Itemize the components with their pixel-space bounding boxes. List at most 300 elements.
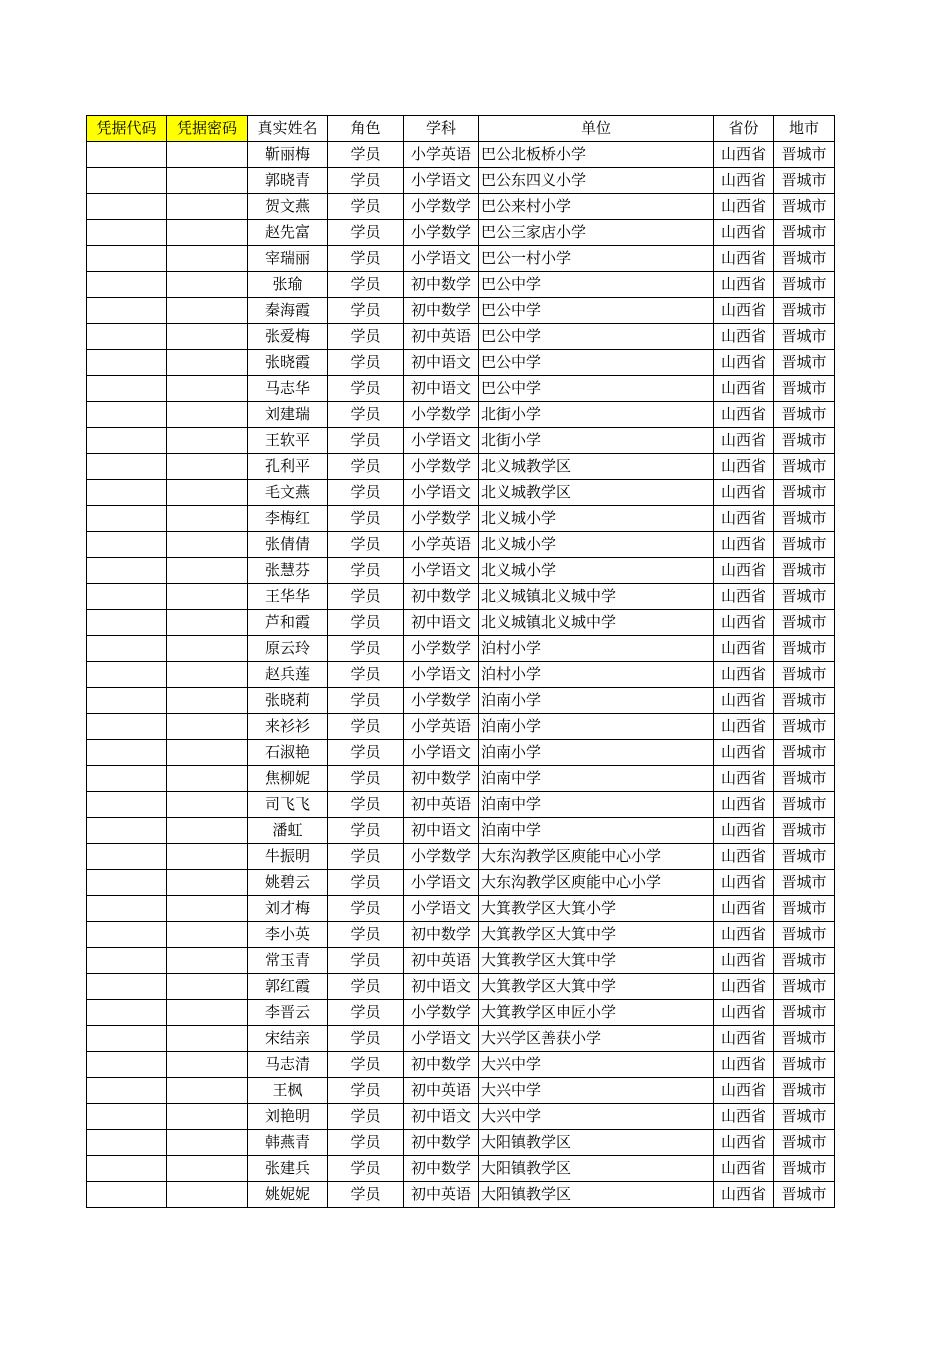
credential-code-cell[interactable]	[87, 922, 167, 948]
real-name-cell[interactable]: 张建兵	[248, 1156, 328, 1182]
role-cell[interactable]: 学员	[328, 1078, 404, 1104]
unit-cell[interactable]: 大箕教学区大箕中学	[479, 922, 714, 948]
unit-cell[interactable]: 北义城镇北义城中学	[479, 610, 714, 636]
city-cell[interactable]: 晋城市	[774, 636, 835, 662]
subject-cell[interactable]: 小学语文	[404, 896, 479, 922]
real-name-cell[interactable]: 牛振明	[248, 844, 328, 870]
province-cell[interactable]: 山西省	[714, 766, 774, 792]
subject-cell[interactable]: 初中数学	[404, 766, 479, 792]
city-cell[interactable]: 晋城市	[774, 194, 835, 220]
province-cell[interactable]: 山西省	[714, 506, 774, 532]
real-name-cell[interactable]: 石淑艳	[248, 740, 328, 766]
unit-cell[interactable]: 大兴中学	[479, 1104, 714, 1130]
credential-code-cell[interactable]	[87, 584, 167, 610]
header-role[interactable]: 角色	[328, 116, 404, 142]
credential-code-cell[interactable]	[87, 818, 167, 844]
credential-code-cell[interactable]	[87, 324, 167, 350]
province-cell[interactable]: 山西省	[714, 324, 774, 350]
credential-password-cell[interactable]	[167, 636, 248, 662]
real-name-cell[interactable]: 司飞飞	[248, 792, 328, 818]
credential-code-cell[interactable]	[87, 870, 167, 896]
subject-cell[interactable]: 初中语文	[404, 818, 479, 844]
city-cell[interactable]: 晋城市	[774, 506, 835, 532]
credential-code-cell[interactable]	[87, 1026, 167, 1052]
real-name-cell[interactable]: 刘才梅	[248, 896, 328, 922]
credential-password-cell[interactable]	[167, 818, 248, 844]
credential-code-cell[interactable]	[87, 1104, 167, 1130]
role-cell[interactable]: 学员	[328, 142, 404, 168]
unit-cell[interactable]: 巴公中学	[479, 376, 714, 402]
credential-password-cell[interactable]	[167, 1130, 248, 1156]
subject-cell[interactable]: 初中数学	[404, 584, 479, 610]
credential-code-cell[interactable]	[87, 376, 167, 402]
credential-code-cell[interactable]	[87, 246, 167, 272]
role-cell[interactable]: 学员	[328, 610, 404, 636]
credential-code-cell[interactable]	[87, 792, 167, 818]
role-cell[interactable]: 学员	[328, 688, 404, 714]
subject-cell[interactable]: 初中英语	[404, 1182, 479, 1208]
province-cell[interactable]: 山西省	[714, 948, 774, 974]
subject-cell[interactable]: 初中数学	[404, 922, 479, 948]
real-name-cell[interactable]: 孔利平	[248, 454, 328, 480]
province-cell[interactable]: 山西省	[714, 818, 774, 844]
province-cell[interactable]: 山西省	[714, 1000, 774, 1026]
province-cell[interactable]: 山西省	[714, 974, 774, 1000]
credential-password-cell[interactable]	[167, 532, 248, 558]
credential-password-cell[interactable]	[167, 948, 248, 974]
city-cell[interactable]: 晋城市	[774, 558, 835, 584]
unit-cell[interactable]: 北义城教学区	[479, 454, 714, 480]
credential-password-cell[interactable]	[167, 714, 248, 740]
real-name-cell[interactable]: 张爱梅	[248, 324, 328, 350]
role-cell[interactable]: 学员	[328, 480, 404, 506]
city-cell[interactable]: 晋城市	[774, 298, 835, 324]
city-cell[interactable]: 晋城市	[774, 948, 835, 974]
unit-cell[interactable]: 北义城小学	[479, 532, 714, 558]
role-cell[interactable]: 学员	[328, 506, 404, 532]
role-cell[interactable]: 学员	[328, 220, 404, 246]
role-cell[interactable]: 学员	[328, 948, 404, 974]
credential-password-cell[interactable]	[167, 428, 248, 454]
unit-cell[interactable]: 泊南中学	[479, 766, 714, 792]
credential-password-cell[interactable]	[167, 454, 248, 480]
unit-cell[interactable]: 大箕教学区大箕小学	[479, 896, 714, 922]
credential-code-cell[interactable]	[87, 532, 167, 558]
unit-cell[interactable]: 巴公东四义小学	[479, 168, 714, 194]
credential-code-cell[interactable]	[87, 1052, 167, 1078]
role-cell[interactable]: 学员	[328, 194, 404, 220]
city-cell[interactable]: 晋城市	[774, 844, 835, 870]
subject-cell[interactable]: 初中语文	[404, 974, 479, 1000]
header-province[interactable]: 省份	[714, 116, 774, 142]
city-cell[interactable]: 晋城市	[774, 1026, 835, 1052]
city-cell[interactable]: 晋城市	[774, 870, 835, 896]
credential-password-cell[interactable]	[167, 402, 248, 428]
province-cell[interactable]: 山西省	[714, 1182, 774, 1208]
real-name-cell[interactable]: 张晓莉	[248, 688, 328, 714]
city-cell[interactable]: 晋城市	[774, 584, 835, 610]
subject-cell[interactable]: 小学数学	[404, 636, 479, 662]
role-cell[interactable]: 学员	[328, 1104, 404, 1130]
province-cell[interactable]: 山西省	[714, 636, 774, 662]
subject-cell[interactable]: 小学数学	[404, 220, 479, 246]
unit-cell[interactable]: 泊南小学	[479, 714, 714, 740]
unit-cell[interactable]: 大阳镇教学区	[479, 1130, 714, 1156]
credential-password-cell[interactable]	[167, 142, 248, 168]
real-name-cell[interactable]: 王软平	[248, 428, 328, 454]
real-name-cell[interactable]: 李梅红	[248, 506, 328, 532]
credential-password-cell[interactable]	[167, 194, 248, 220]
subject-cell[interactable]: 初中英语	[404, 324, 479, 350]
city-cell[interactable]: 晋城市	[774, 220, 835, 246]
role-cell[interactable]: 学员	[328, 740, 404, 766]
real-name-cell[interactable]: 张瑜	[248, 272, 328, 298]
subject-cell[interactable]: 小学语文	[404, 480, 479, 506]
header-city[interactable]: 地市	[774, 116, 835, 142]
province-cell[interactable]: 山西省	[714, 298, 774, 324]
credential-code-cell[interactable]	[87, 1156, 167, 1182]
subject-cell[interactable]: 小学语文	[404, 1026, 479, 1052]
credential-code-cell[interactable]	[87, 558, 167, 584]
credential-code-cell[interactable]	[87, 142, 167, 168]
role-cell[interactable]: 学员	[328, 662, 404, 688]
city-cell[interactable]: 晋城市	[774, 662, 835, 688]
province-cell[interactable]: 山西省	[714, 792, 774, 818]
credential-password-cell[interactable]	[167, 740, 248, 766]
credential-code-cell[interactable]	[87, 272, 167, 298]
city-cell[interactable]: 晋城市	[774, 896, 835, 922]
province-cell[interactable]: 山西省	[714, 168, 774, 194]
role-cell[interactable]: 学员	[328, 376, 404, 402]
city-cell[interactable]: 晋城市	[774, 142, 835, 168]
role-cell[interactable]: 学员	[328, 1182, 404, 1208]
unit-cell[interactable]: 大箕教学区申匠小学	[479, 1000, 714, 1026]
unit-cell[interactable]: 泊南中学	[479, 792, 714, 818]
province-cell[interactable]: 山西省	[714, 558, 774, 584]
credential-code-cell[interactable]	[87, 610, 167, 636]
province-cell[interactable]: 山西省	[714, 480, 774, 506]
real-name-cell[interactable]: 赵兵莲	[248, 662, 328, 688]
credential-password-cell[interactable]	[167, 1000, 248, 1026]
real-name-cell[interactable]: 赵先富	[248, 220, 328, 246]
unit-cell[interactable]: 泊南小学	[479, 688, 714, 714]
unit-cell[interactable]: 巴公来村小学	[479, 194, 714, 220]
credential-password-cell[interactable]	[167, 792, 248, 818]
subject-cell[interactable]: 小学语文	[404, 558, 479, 584]
credential-password-cell[interactable]	[167, 1052, 248, 1078]
province-cell[interactable]: 山西省	[714, 376, 774, 402]
unit-cell[interactable]: 北街小学	[479, 402, 714, 428]
city-cell[interactable]: 晋城市	[774, 974, 835, 1000]
province-cell[interactable]: 山西省	[714, 142, 774, 168]
credential-password-cell[interactable]	[167, 558, 248, 584]
subject-cell[interactable]: 小学数学	[404, 194, 479, 220]
real-name-cell[interactable]: 姚碧云	[248, 870, 328, 896]
real-name-cell[interactable]: 郭晓青	[248, 168, 328, 194]
unit-cell[interactable]: 巴公一村小学	[479, 246, 714, 272]
role-cell[interactable]: 学员	[328, 168, 404, 194]
subject-cell[interactable]: 小学数学	[404, 844, 479, 870]
unit-cell[interactable]: 巴公中学	[479, 298, 714, 324]
header-real-name[interactable]: 真实姓名	[248, 116, 328, 142]
real-name-cell[interactable]: 马志清	[248, 1052, 328, 1078]
role-cell[interactable]: 学员	[328, 584, 404, 610]
subject-cell[interactable]: 初中数学	[404, 1130, 479, 1156]
credential-code-cell[interactable]	[87, 428, 167, 454]
subject-cell[interactable]: 初中语文	[404, 350, 479, 376]
credential-code-cell[interactable]	[87, 480, 167, 506]
city-cell[interactable]: 晋城市	[774, 1078, 835, 1104]
unit-cell[interactable]: 北义城小学	[479, 558, 714, 584]
city-cell[interactable]: 晋城市	[774, 454, 835, 480]
city-cell[interactable]: 晋城市	[774, 1052, 835, 1078]
header-unit[interactable]: 单位	[479, 116, 714, 142]
real-name-cell[interactable]: 原云玲	[248, 636, 328, 662]
city-cell[interactable]: 晋城市	[774, 1130, 835, 1156]
credential-password-cell[interactable]	[167, 766, 248, 792]
city-cell[interactable]: 晋城市	[774, 1156, 835, 1182]
city-cell[interactable]: 晋城市	[774, 688, 835, 714]
credential-password-cell[interactable]	[167, 610, 248, 636]
province-cell[interactable]: 山西省	[714, 1078, 774, 1104]
real-name-cell[interactable]: 靳丽梅	[248, 142, 328, 168]
credential-code-cell[interactable]	[87, 350, 167, 376]
role-cell[interactable]: 学员	[328, 1026, 404, 1052]
credential-password-cell[interactable]	[167, 350, 248, 376]
province-cell[interactable]: 山西省	[714, 1026, 774, 1052]
credential-password-cell[interactable]	[167, 324, 248, 350]
credential-code-cell[interactable]	[87, 1130, 167, 1156]
real-name-cell[interactable]: 马志华	[248, 376, 328, 402]
real-name-cell[interactable]: 姚妮妮	[248, 1182, 328, 1208]
province-cell[interactable]: 山西省	[714, 896, 774, 922]
credential-code-cell[interactable]	[87, 714, 167, 740]
credential-password-cell[interactable]	[167, 662, 248, 688]
role-cell[interactable]: 学员	[328, 714, 404, 740]
unit-cell[interactable]: 巴公中学	[479, 324, 714, 350]
real-name-cell[interactable]: 毛文燕	[248, 480, 328, 506]
unit-cell[interactable]: 巴公三家店小学	[479, 220, 714, 246]
unit-cell[interactable]: 大阳镇教学区	[479, 1182, 714, 1208]
city-cell[interactable]: 晋城市	[774, 740, 835, 766]
unit-cell[interactable]: 大兴中学	[479, 1052, 714, 1078]
credential-password-cell[interactable]	[167, 272, 248, 298]
city-cell[interactable]: 晋城市	[774, 168, 835, 194]
city-cell[interactable]: 晋城市	[774, 246, 835, 272]
role-cell[interactable]: 学员	[328, 402, 404, 428]
credential-password-cell[interactable]	[167, 220, 248, 246]
credential-password-cell[interactable]	[167, 246, 248, 272]
province-cell[interactable]: 山西省	[714, 844, 774, 870]
real-name-cell[interactable]: 常玉青	[248, 948, 328, 974]
credential-code-cell[interactable]	[87, 298, 167, 324]
unit-cell[interactable]: 泊南中学	[479, 818, 714, 844]
province-cell[interactable]: 山西省	[714, 662, 774, 688]
city-cell[interactable]: 晋城市	[774, 1104, 835, 1130]
subject-cell[interactable]: 初中语文	[404, 1104, 479, 1130]
role-cell[interactable]: 学员	[328, 272, 404, 298]
subject-cell[interactable]: 初中数学	[404, 272, 479, 298]
unit-cell[interactable]: 大箕教学区大箕中学	[479, 974, 714, 1000]
real-name-cell[interactable]: 王枫	[248, 1078, 328, 1104]
subject-cell[interactable]: 初中语文	[404, 376, 479, 402]
subject-cell[interactable]: 小学英语	[404, 532, 479, 558]
city-cell[interactable]: 晋城市	[774, 350, 835, 376]
real-name-cell[interactable]: 王华华	[248, 584, 328, 610]
unit-cell[interactable]: 巴公中学	[479, 350, 714, 376]
role-cell[interactable]: 学员	[328, 532, 404, 558]
credential-code-cell[interactable]	[87, 740, 167, 766]
unit-cell[interactable]: 北义城小学	[479, 506, 714, 532]
subject-cell[interactable]: 小学语文	[404, 428, 479, 454]
credential-password-cell[interactable]	[167, 1078, 248, 1104]
subject-cell[interactable]: 初中数学	[404, 1156, 479, 1182]
role-cell[interactable]: 学员	[328, 896, 404, 922]
unit-cell[interactable]: 北街小学	[479, 428, 714, 454]
real-name-cell[interactable]: 张慧芬	[248, 558, 328, 584]
unit-cell[interactable]: 大东沟教学区庾能中心小学	[479, 870, 714, 896]
credential-password-cell[interactable]	[167, 1156, 248, 1182]
unit-cell[interactable]: 巴公中学	[479, 272, 714, 298]
unit-cell[interactable]: 巴公北板桥小学	[479, 142, 714, 168]
credential-password-cell[interactable]	[167, 896, 248, 922]
credential-code-cell[interactable]	[87, 844, 167, 870]
city-cell[interactable]: 晋城市	[774, 766, 835, 792]
role-cell[interactable]: 学员	[328, 974, 404, 1000]
credential-code-cell[interactable]	[87, 974, 167, 1000]
subject-cell[interactable]: 小学英语	[404, 142, 479, 168]
subject-cell[interactable]: 初中数学	[404, 1052, 479, 1078]
subject-cell[interactable]: 初中英语	[404, 948, 479, 974]
role-cell[interactable]: 学员	[328, 350, 404, 376]
role-cell[interactable]: 学员	[328, 454, 404, 480]
subject-cell[interactable]: 小学语文	[404, 246, 479, 272]
role-cell[interactable]: 学员	[328, 246, 404, 272]
city-cell[interactable]: 晋城市	[774, 1000, 835, 1026]
role-cell[interactable]: 学员	[328, 792, 404, 818]
unit-cell[interactable]: 北义城教学区	[479, 480, 714, 506]
credential-code-cell[interactable]	[87, 194, 167, 220]
province-cell[interactable]: 山西省	[714, 532, 774, 558]
credential-password-cell[interactable]	[167, 922, 248, 948]
city-cell[interactable]: 晋城市	[774, 376, 835, 402]
credential-code-cell[interactable]	[87, 896, 167, 922]
real-name-cell[interactable]: 潘虹	[248, 818, 328, 844]
credential-code-cell[interactable]	[87, 402, 167, 428]
real-name-cell[interactable]: 张倩倩	[248, 532, 328, 558]
role-cell[interactable]: 学员	[328, 766, 404, 792]
unit-cell[interactable]: 大阳镇教学区	[479, 1156, 714, 1182]
credential-password-cell[interactable]	[167, 298, 248, 324]
city-cell[interactable]: 晋城市	[774, 272, 835, 298]
province-cell[interactable]: 山西省	[714, 428, 774, 454]
real-name-cell[interactable]: 贺文燕	[248, 194, 328, 220]
city-cell[interactable]: 晋城市	[774, 1182, 835, 1208]
role-cell[interactable]: 学员	[328, 922, 404, 948]
credential-code-cell[interactable]	[87, 688, 167, 714]
credential-password-cell[interactable]	[167, 974, 248, 1000]
unit-cell[interactable]: 大兴学区善获小学	[479, 1026, 714, 1052]
subject-cell[interactable]: 小学语文	[404, 740, 479, 766]
role-cell[interactable]: 学员	[328, 558, 404, 584]
real-name-cell[interactable]: 韩燕青	[248, 1130, 328, 1156]
subject-cell[interactable]: 初中数学	[404, 298, 479, 324]
credential-code-cell[interactable]	[87, 662, 167, 688]
header-subject[interactable]: 学科	[404, 116, 479, 142]
province-cell[interactable]: 山西省	[714, 870, 774, 896]
credential-code-cell[interactable]	[87, 766, 167, 792]
province-cell[interactable]: 山西省	[714, 194, 774, 220]
province-cell[interactable]: 山西省	[714, 584, 774, 610]
city-cell[interactable]: 晋城市	[774, 480, 835, 506]
role-cell[interactable]: 学员	[328, 844, 404, 870]
subject-cell[interactable]: 初中英语	[404, 792, 479, 818]
subject-cell[interactable]: 小学语文	[404, 870, 479, 896]
role-cell[interactable]: 学员	[328, 1052, 404, 1078]
credential-code-cell[interactable]	[87, 168, 167, 194]
real-name-cell[interactable]: 芦和霞	[248, 610, 328, 636]
credential-code-cell[interactable]	[87, 220, 167, 246]
real-name-cell[interactable]: 刘建瑞	[248, 402, 328, 428]
real-name-cell[interactable]: 郭红霞	[248, 974, 328, 1000]
city-cell[interactable]: 晋城市	[774, 792, 835, 818]
real-name-cell[interactable]: 宰瑞丽	[248, 246, 328, 272]
real-name-cell[interactable]: 李小英	[248, 922, 328, 948]
city-cell[interactable]: 晋城市	[774, 610, 835, 636]
credential-code-cell[interactable]	[87, 948, 167, 974]
real-name-cell[interactable]: 焦柳妮	[248, 766, 328, 792]
credential-password-cell[interactable]	[167, 1182, 248, 1208]
unit-cell[interactable]: 泊村小学	[479, 662, 714, 688]
city-cell[interactable]: 晋城市	[774, 428, 835, 454]
role-cell[interactable]: 学员	[328, 324, 404, 350]
unit-cell[interactable]: 大东沟教学区庾能中心小学	[479, 844, 714, 870]
credential-code-cell[interactable]	[87, 1182, 167, 1208]
credential-password-cell[interactable]	[167, 168, 248, 194]
province-cell[interactable]: 山西省	[714, 740, 774, 766]
province-cell[interactable]: 山西省	[714, 610, 774, 636]
city-cell[interactable]: 晋城市	[774, 922, 835, 948]
role-cell[interactable]: 学员	[328, 298, 404, 324]
real-name-cell[interactable]: 李晋云	[248, 1000, 328, 1026]
province-cell[interactable]: 山西省	[714, 220, 774, 246]
province-cell[interactable]: 山西省	[714, 1104, 774, 1130]
province-cell[interactable]: 山西省	[714, 1130, 774, 1156]
city-cell[interactable]: 晋城市	[774, 402, 835, 428]
role-cell[interactable]: 学员	[328, 870, 404, 896]
real-name-cell[interactable]: 来衫衫	[248, 714, 328, 740]
credential-password-cell[interactable]	[167, 480, 248, 506]
unit-cell[interactable]: 北义城镇北义城中学	[479, 584, 714, 610]
header-credential-password[interactable]: 凭据密码	[167, 116, 248, 142]
subject-cell[interactable]: 初中英语	[404, 1078, 479, 1104]
city-cell[interactable]: 晋城市	[774, 324, 835, 350]
province-cell[interactable]: 山西省	[714, 1156, 774, 1182]
role-cell[interactable]: 学员	[328, 1130, 404, 1156]
province-cell[interactable]: 山西省	[714, 246, 774, 272]
subject-cell[interactable]: 小学数学	[404, 402, 479, 428]
real-name-cell[interactable]: 宋结亲	[248, 1026, 328, 1052]
role-cell[interactable]: 学员	[328, 636, 404, 662]
credential-password-cell[interactable]	[167, 376, 248, 402]
role-cell[interactable]: 学员	[328, 1156, 404, 1182]
province-cell[interactable]: 山西省	[714, 922, 774, 948]
province-cell[interactable]: 山西省	[714, 1052, 774, 1078]
province-cell[interactable]: 山西省	[714, 350, 774, 376]
unit-cell[interactable]: 大箕教学区大箕中学	[479, 948, 714, 974]
credential-code-cell[interactable]	[87, 1000, 167, 1026]
unit-cell[interactable]: 泊村小学	[479, 636, 714, 662]
